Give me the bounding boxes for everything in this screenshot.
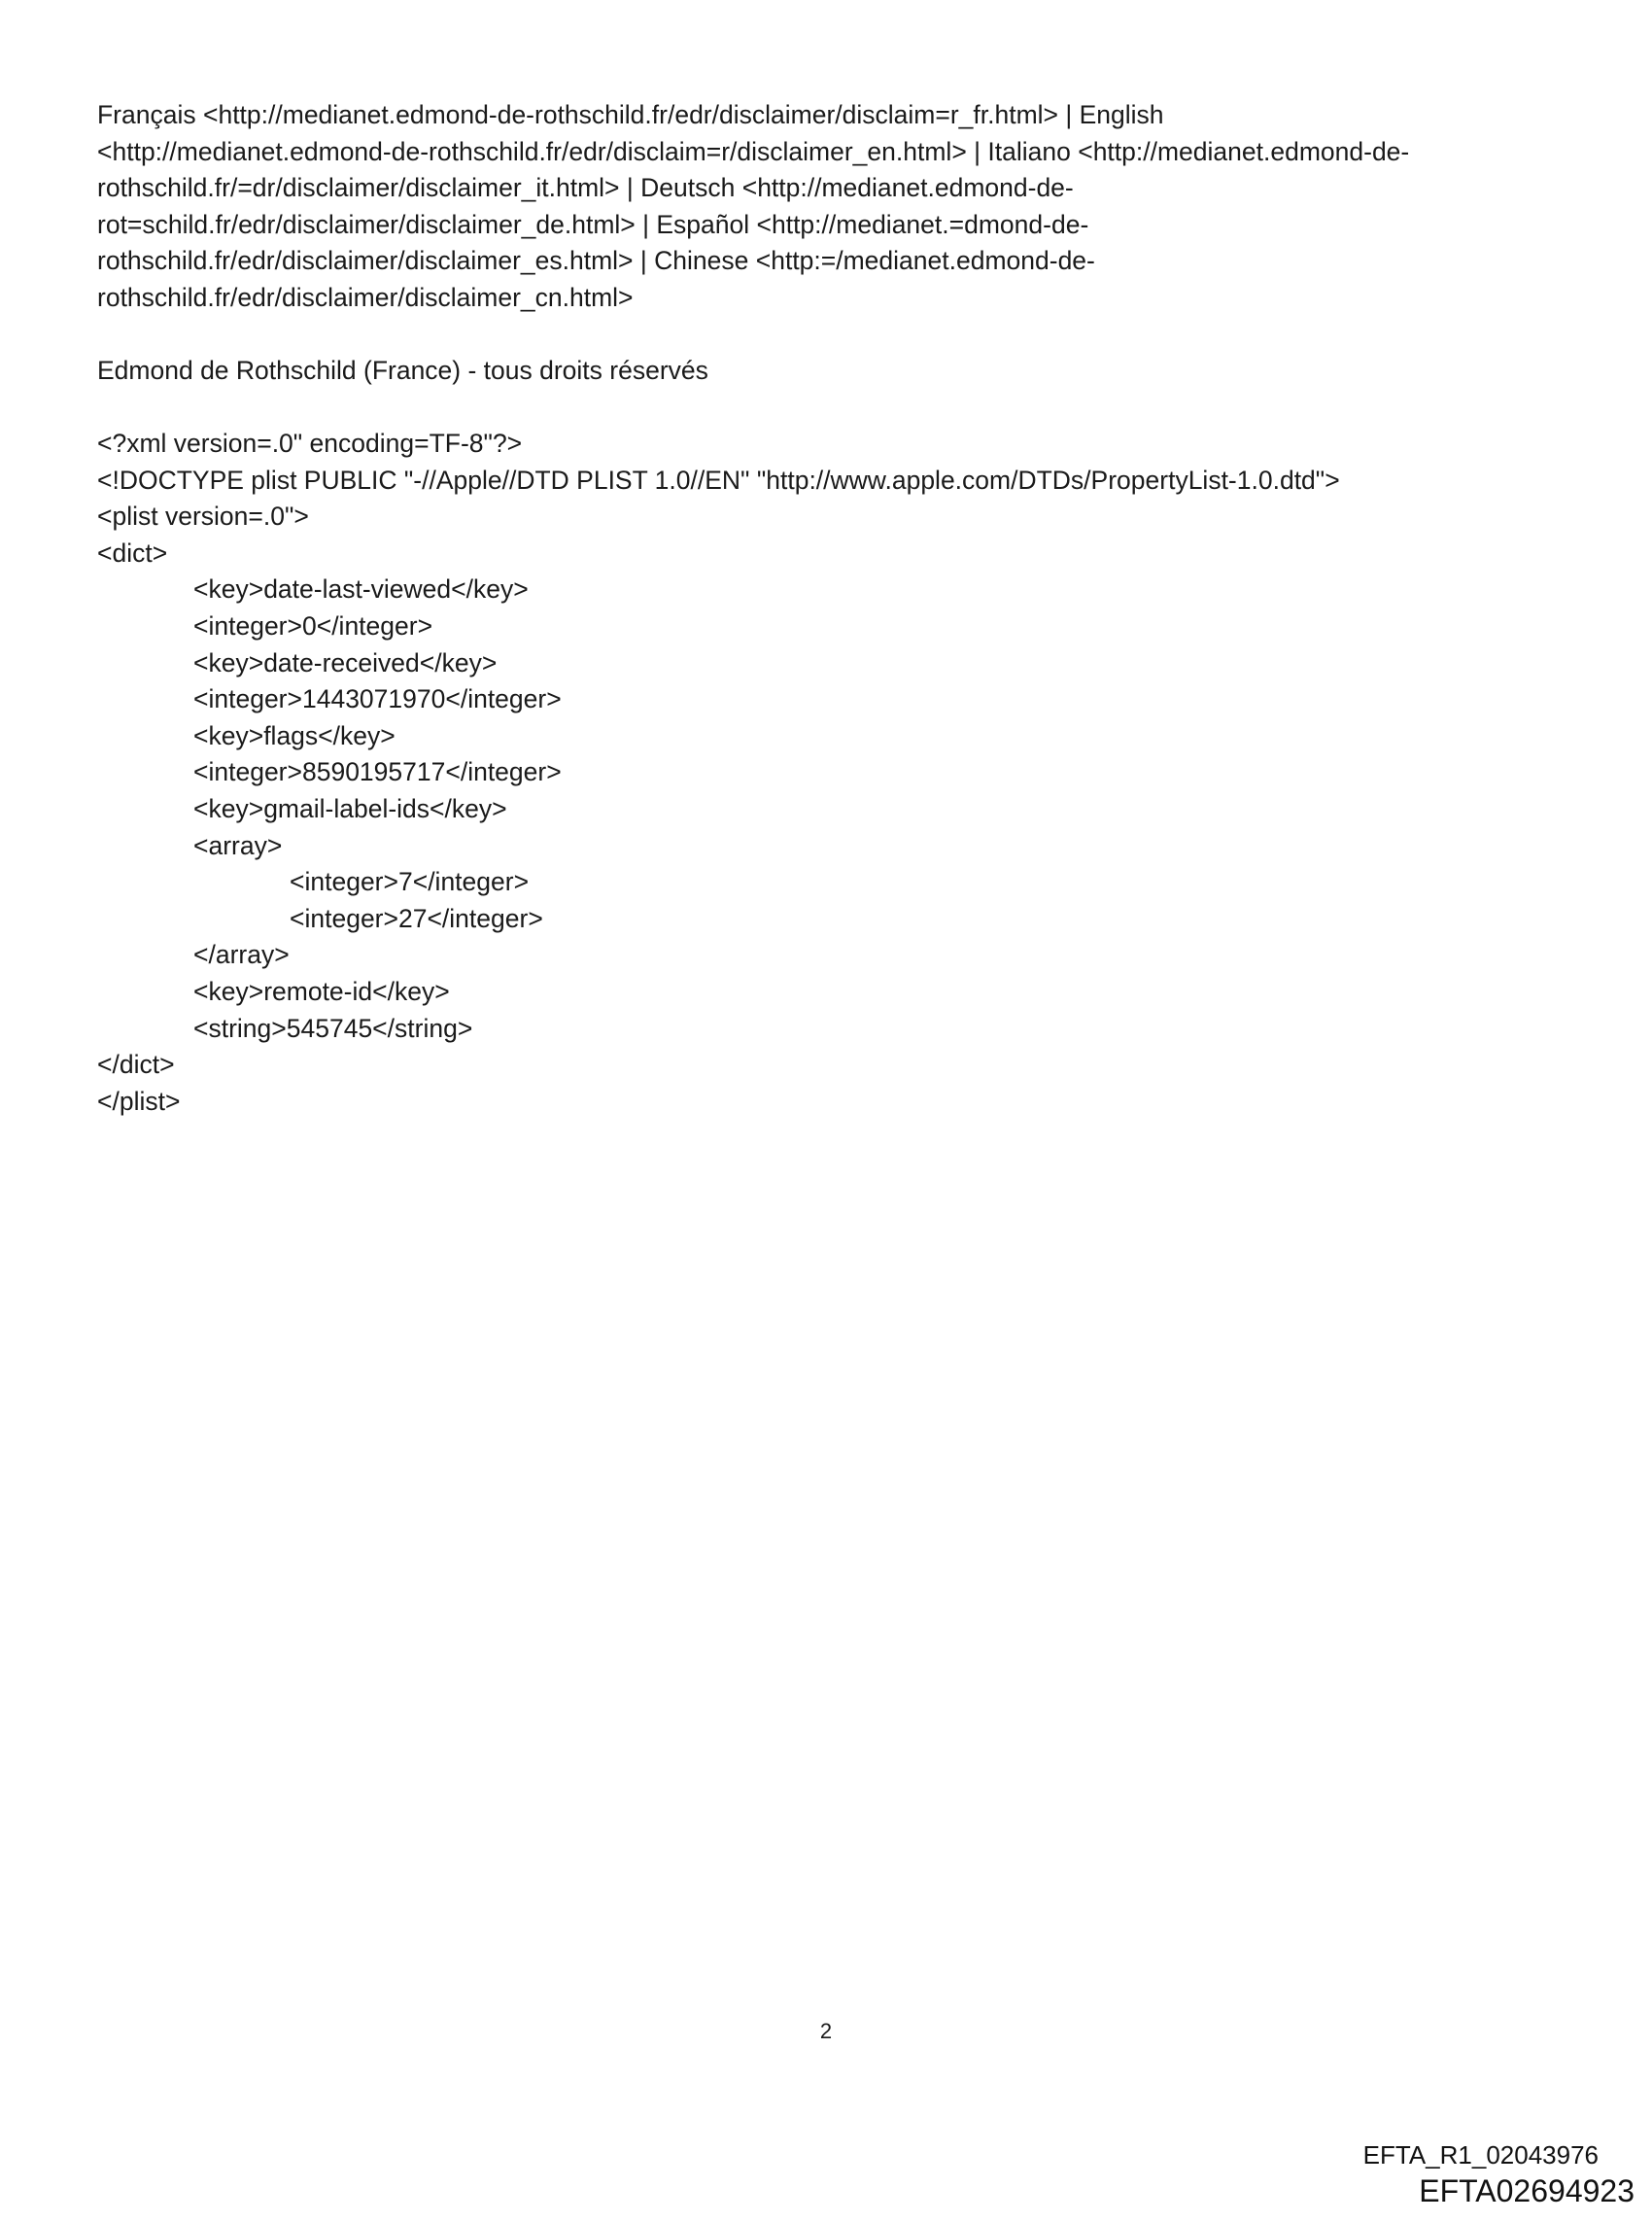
disclaimer-line: rothschild.fr/edr/disclaimer/disclaimer_cn.html>: [97, 282, 634, 312]
xml-declaration: <?xml version=.0" encoding=TF-8"?>: [97, 429, 523, 458]
array-close-tag: </array>: [193, 940, 290, 970]
disclaimer-line: rothschild.fr/edr/disclaimer/disclaimer_es.html> | Chinese <http:=/medianet.edmond-de-: [97, 246, 1095, 276]
plist-key: <key>date-received</key>: [193, 647, 498, 677]
disclaimer-line: <http://medianet.edmond-de-rothschild.fr/edr/disclaim=r/disclaimer_en.html> | Italiano <http://medianet.edmond-de-: [97, 136, 1410, 166]
bates-stamp-internal: EFTA_R1_02043976: [1362, 2140, 1599, 2170]
disclaimer-line: rothschild.fr/=dr/disclaimer/disclaimer_it.html> | Deutsch <http://medianet.edmond-de-: [97, 173, 1074, 203]
array-open-tag: <array>: [193, 830, 283, 860]
disclaimer-line: rot=schild.fr/edr/disclaimer/disclaimer_de.html> | Español <http://medianet.=dmond-de-: [97, 209, 1089, 239]
doctype-line: <!DOCTYPE plist PUBLIC "-//Apple//DTD PLIST 1.0//EN" "http://www.apple.com/DTDs/PropertyList-1.0.dtd">: [97, 465, 1340, 495]
plist-value: <integer>1443071970</integer>: [193, 684, 562, 714]
plist-key: <key>remote-id</key>: [193, 976, 450, 1006]
language-disclaimer-links: [97, 97, 1409, 317]
dict-open-tag: <dict>: [97, 538, 168, 568]
plist-key: <key>flags</key>: [193, 720, 396, 750]
plist-value: <integer>0</integer>: [193, 610, 433, 641]
page-number: 2: [819, 2019, 833, 2043]
plist-value: <string>545745</string>: [193, 1013, 473, 1043]
plist-open-tag: <plist version=.0">: [97, 502, 309, 532]
array-item: <integer>7</integer>: [290, 867, 530, 897]
disclaimer-line: Français <http://medianet.edmond-de-rothschild.fr/edr/disclaimer/disclaim=r_fr.html> | English: [97, 100, 1164, 129]
dict-close-tag: </dict>: [97, 1050, 175, 1080]
plist-value: <integer>8590195717</integer>: [193, 757, 562, 787]
plist-key: <key>gmail-label-ids</key>: [193, 793, 507, 823]
array-item: <integer>27</integer>: [290, 903, 543, 933]
plist-xml-block: [97, 426, 1340, 1120]
copyright-notice: Edmond de Rothschild (France) - tous droits réservés: [97, 356, 708, 385]
bates-stamp-efta: EFTA02694923: [1419, 2173, 1635, 2208]
plist-close-tag: </plist>: [97, 1086, 181, 1116]
plist-key: <key>date-last-viewed</key>: [193, 574, 529, 605]
